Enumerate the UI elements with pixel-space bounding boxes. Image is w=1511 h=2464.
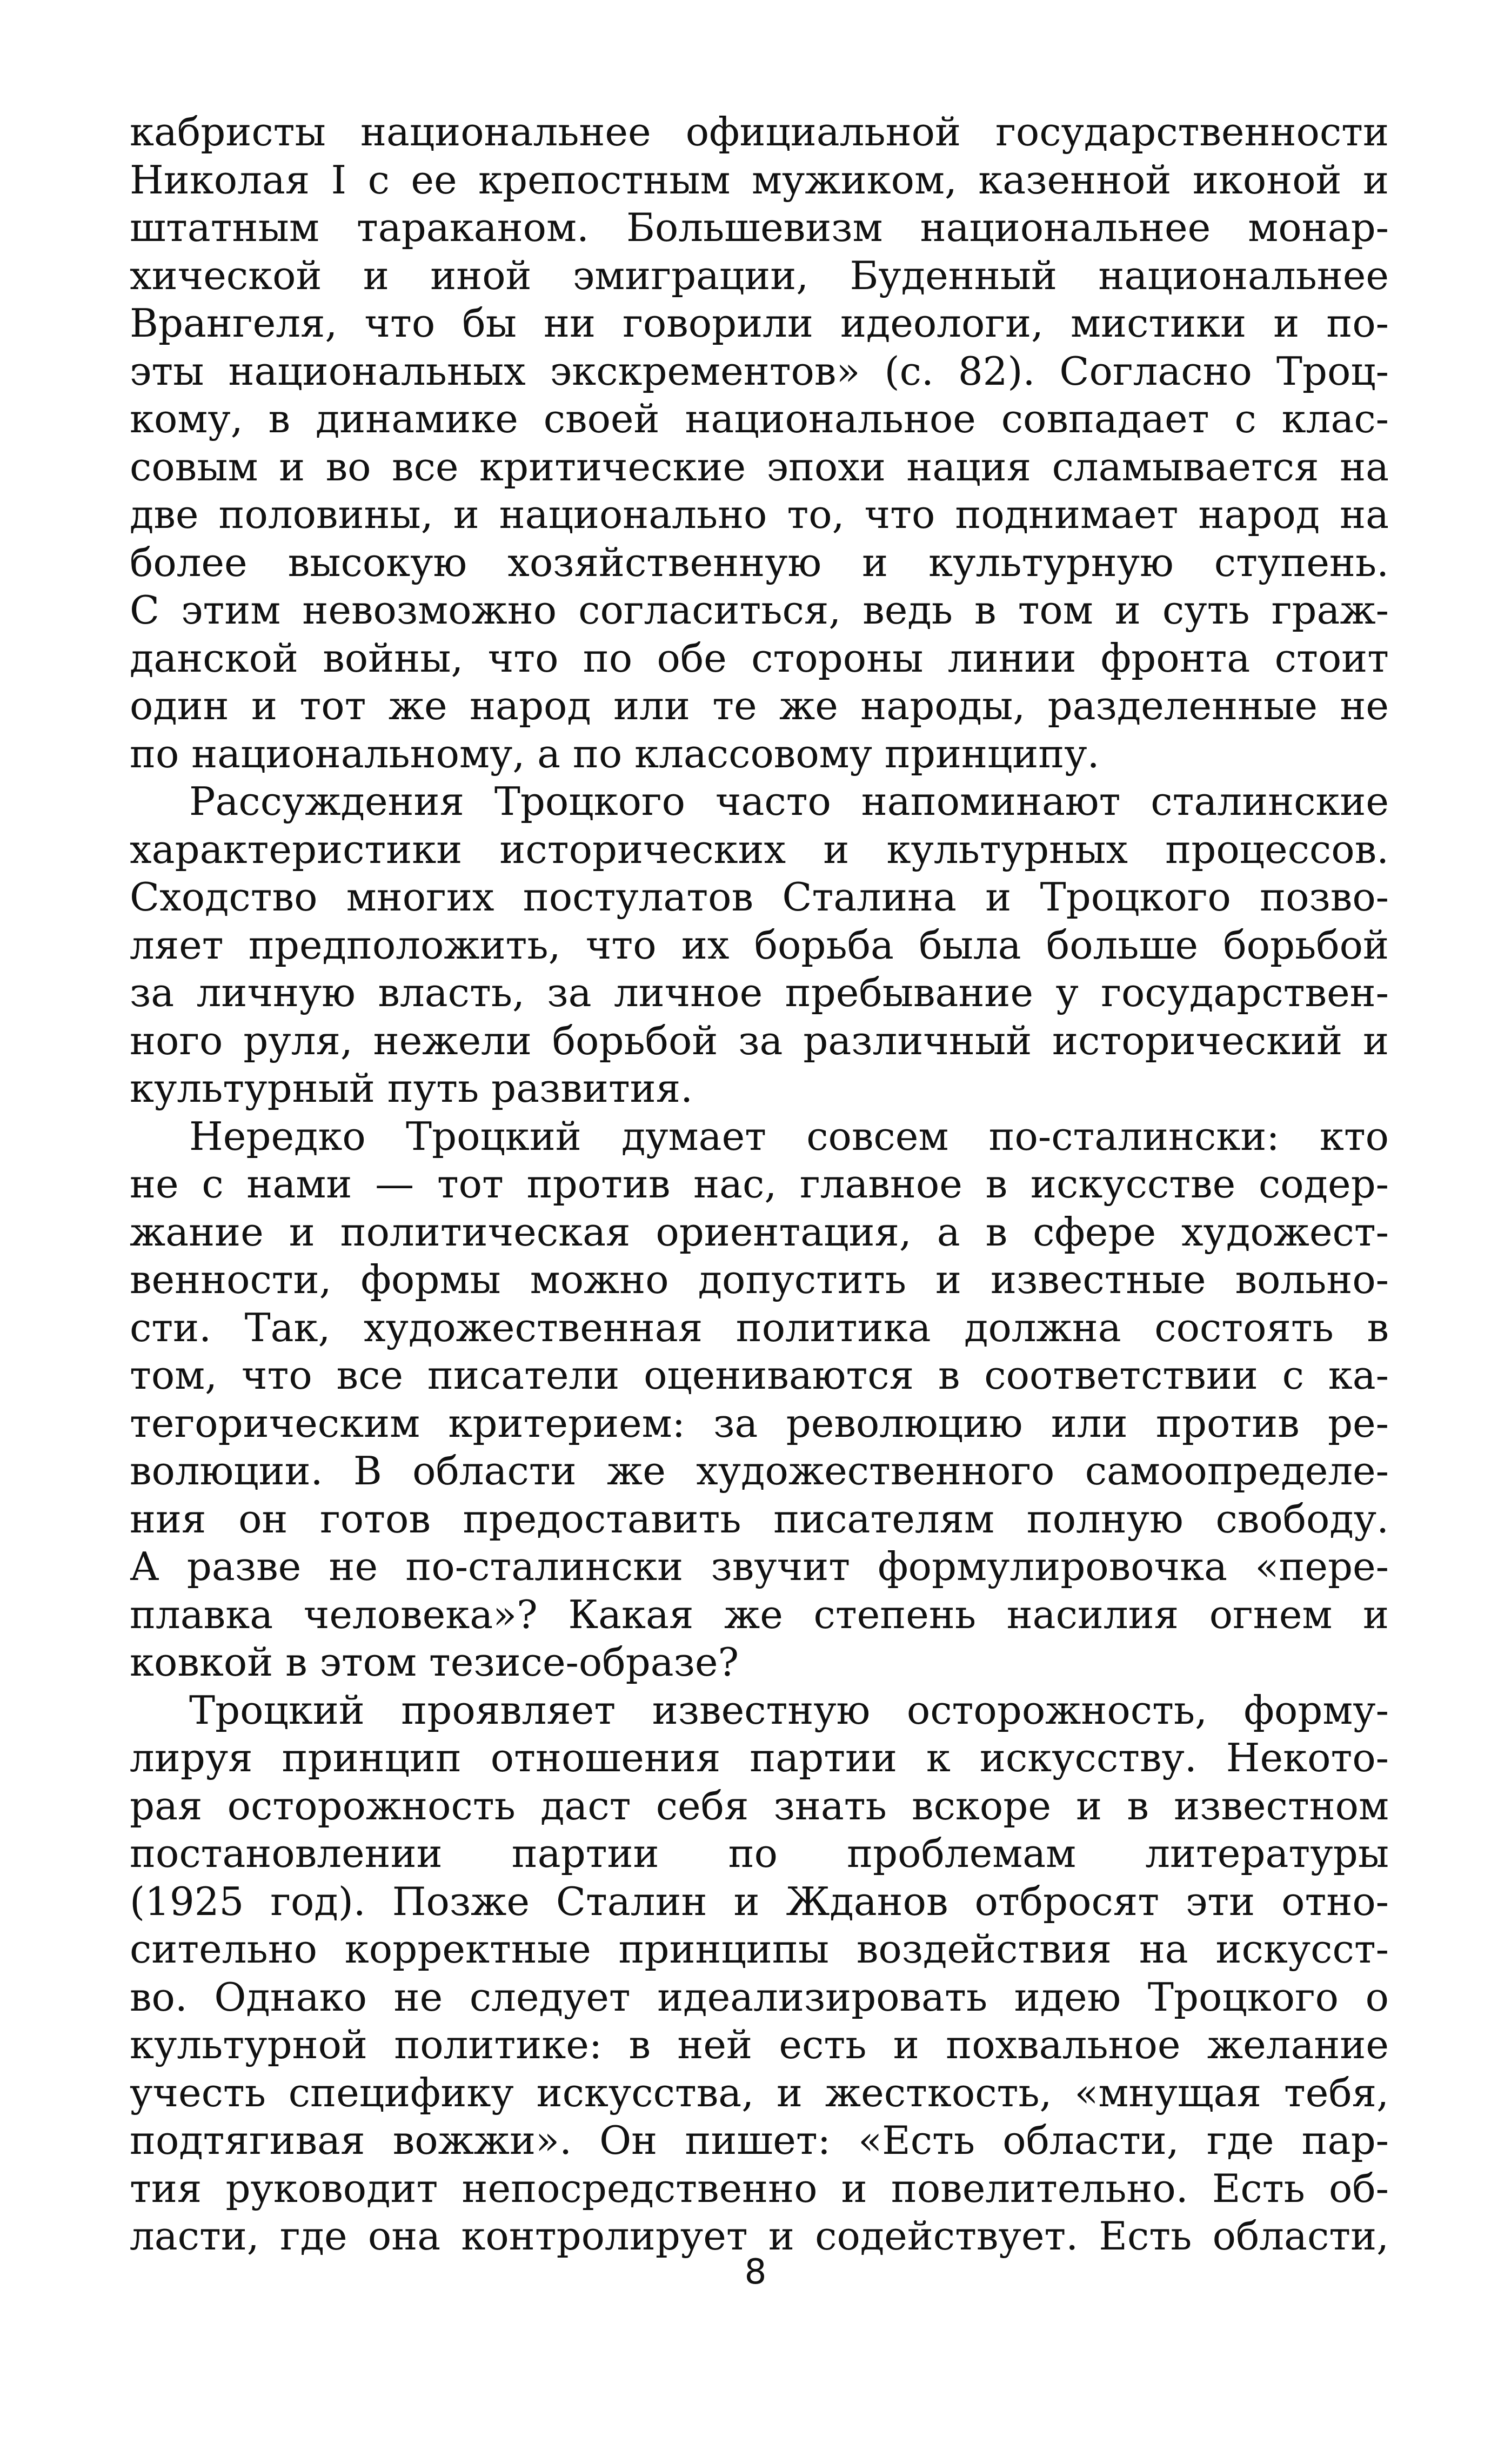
text-line: хической и иной эмиграции, Буденный национальнее (130, 252, 1389, 298)
text-line: Врангеля, что бы ни говорили идеологи, мистики и по- (130, 300, 1389, 346)
text-line: волюции. В области же художественного самоопределе- (130, 1448, 1389, 1494)
text-line: тегорическим критерием: за революцию или против ре- (130, 1400, 1389, 1446)
text-line: жание и политическая ориентация, а в сфере художест- (130, 1209, 1389, 1255)
text-line: характеристики исторических и культурных процессов. (130, 826, 1389, 872)
text-line: том, что все писатели оцениваются в соответствии с ка- (130, 1352, 1389, 1398)
text-line: тия руководит непосредственно и повелительно. Есть об- (130, 2165, 1389, 2211)
text-line: постановлении партии по проблемам литературы (130, 1831, 1389, 1876)
text-line: кому, в динамике своей национальное совпадает с клас- (130, 396, 1389, 441)
text-line: данской войны, что по обе стороны линии фронта стоит (130, 635, 1389, 681)
text-line: сительно корректные принципы воздействия на искусст- (130, 1926, 1389, 1972)
text-line: подтягивая вожжи». Он пишет: «Есть области, где пар- (130, 2118, 1389, 2163)
page-number: 8 (744, 2252, 767, 2292)
body-text (130, 108, 1389, 2260)
text-line: А разве не по-сталински звучит формулировочка «пере- (130, 1544, 1389, 1589)
text-line: совым и во все критические эпохи нация сламывается на (130, 444, 1389, 490)
text-line: (1925 год). Позже Сталин и Жданов отбросят эти отно- (130, 1878, 1389, 1924)
paragraph-start-line: Рассуждения Троцкого часто напоминают сталинские (189, 779, 1389, 824)
text-line: за личную власть, за личное пребывание у государствен- (130, 970, 1389, 1015)
text-line: во. Однако не следует идеализировать идею Троцкого о (130, 1974, 1389, 2020)
text-line: культурный путь развития. (130, 1066, 693, 1111)
text-line: Сходство многих постулатов Сталина и Троцкого позво- (130, 874, 1389, 920)
text-line: учесть специфику искусства, и жесткость, «мнущая тебя, (130, 2070, 1389, 2115)
text-line: ния он готов предоставить писателям полную свободу. (130, 1496, 1389, 1542)
text-line: по национальному, а по классовому принципу. (130, 731, 1100, 776)
paragraph-start-line: Нередко Троцкий думает совсем по-сталински: кто (189, 1113, 1389, 1159)
text-line: эты национальных экскрементов» (с. 82). Согласно Троц- (130, 348, 1389, 394)
text-line: ного руля, нежели борьбой за различный исторический и (130, 1017, 1389, 1063)
text-line: лируя принцип отношения партии к искусству. Некото- (130, 1735, 1389, 1780)
text-line: две половины, и национально то, что поднимает народ на (130, 492, 1389, 537)
text-line: кабристы национальнее официальной государственности (130, 109, 1389, 155)
text-line: ляет предположить, что их борьба была больше борьбой (130, 922, 1389, 968)
text-line: ласти, где она контролирует и содействует. Есть области, (130, 2213, 1389, 2259)
text-line: штатным тараканом. Большевизм национальнее монар- (130, 205, 1389, 250)
text-line: сти. Так, художественная политика должна состоять в (130, 1304, 1389, 1350)
text-line: культурной политике: в ней есть и похвальное желание (130, 2022, 1389, 2067)
text-line: плавка человека»? Какая же степень насилия огнем и (130, 1591, 1389, 1637)
text-line: ковкой в этом тезисе-образе? (130, 1639, 739, 1685)
text-line: Николая I с ее крепостным мужиком, казенной иконой и (130, 157, 1389, 203)
text-line: один и тот же народ или те же народы, разделенные не (130, 683, 1389, 728)
text-line: рая осторожность даст себя знать вскоре и в известном (130, 1783, 1389, 1829)
paragraph-start-line: Троцкий проявляет известную осторожность, форму- (189, 1687, 1389, 1733)
text-line: венности, формы можно допустить и известные вольно- (130, 1257, 1389, 1302)
text-line: не с нами — тот против нас, главное в искусстве содер- (130, 1161, 1389, 1207)
text-line: С этим невозможно согласиться, ведь в том и суть граж- (130, 587, 1389, 633)
text-line: более высокую хозяйственную и культурную ступень. (130, 539, 1389, 585)
